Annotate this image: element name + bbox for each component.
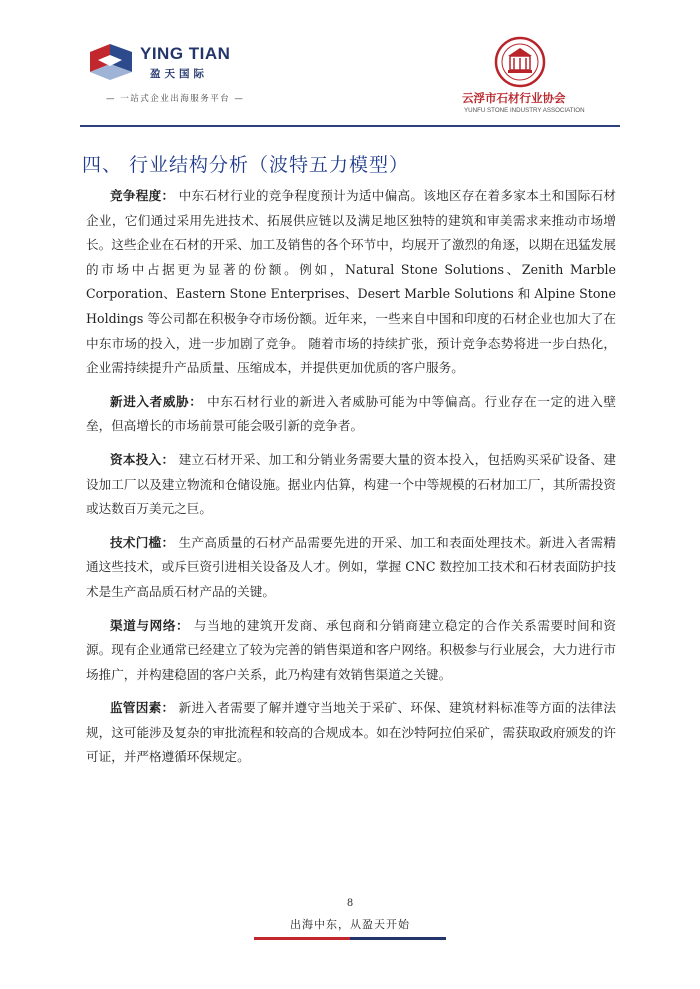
footer-divider-red bbox=[254, 937, 350, 940]
header-divider bbox=[80, 125, 620, 127]
page-number: 8 bbox=[346, 898, 354, 909]
term-technology: 技术门槛： bbox=[110, 534, 175, 550]
footer-divider bbox=[254, 937, 446, 940]
association-name-cn: 云浮市石材行业协会 bbox=[462, 91, 566, 105]
brand-name-cn: 盈天国际 bbox=[150, 68, 208, 80]
term-regulation: 监管因素： bbox=[110, 700, 175, 716]
brand-slogan: — 一站式企业出海服务平台 — bbox=[106, 94, 245, 104]
page-header bbox=[0, 0, 700, 128]
yingtian-mark-icon bbox=[88, 42, 134, 82]
paragraph-technology bbox=[86, 531, 616, 605]
yingtian-logo bbox=[88, 38, 258, 98]
term-competition: 竞争程度： bbox=[110, 188, 175, 203]
paragraph-text: 中东石材行业的竞争程度预计为适中偏高。该地区存在着多家本土和国际石材企业，它们通过采用先进技术、拓展供应链以及满足地区独特的建筑和审美需求来推动市场增长。这些企业在石材的开采、加工及销售的各个环节中，均展开了激烈的角逐，以期在迅猛发展的市场中占据更为显著的份额。例如，Natural Stone Solutions、Zenith Marble Corporation、Eastern Stone Enterprises、Desert Marble Solutions 和 Alpine Stone Holdings 等公司都在积极争夺市场份额。近年来，一些来自中国和印度的石材企业也加大了在中东市场的投入，进一步加剧了竞争。 随着市场的持续扩张，预计竞争态势将进一步白热化，企业需持续提升产品质量、压缩成本，并提供更加优质的客户服务。 bbox=[86, 188, 616, 376]
term-new-entrants: 新进入者威胁： bbox=[110, 393, 203, 409]
paragraph-new-entrants bbox=[86, 390, 616, 439]
footer-divider-blue bbox=[350, 937, 446, 940]
paragraph-competition bbox=[86, 184, 616, 381]
paragraph-capital bbox=[86, 448, 616, 522]
term-capital: 资本投入： bbox=[110, 451, 175, 467]
paragraph-text: 与当地的建筑开发商、承包商和分销商建立稳定的合作关系需要时间和资源。现有企业通常已经建立了较为完善的销售渠道和客户网络。积极参与行业展会，大力进行市场推广，并构建稳固的客户关系，此乃构建有效销售渠道之关键。 bbox=[86, 617, 616, 682]
association-seal-icon bbox=[494, 36, 546, 88]
paragraph-channels bbox=[86, 614, 616, 688]
section-title: 四、 行业结构分析（波特五力模型） bbox=[82, 154, 410, 176]
paragraph-text: 中东石材行业的新进入者威胁可能为中等偏高。行业存在一定的进入壁垒，但高增长的市场前景可能会吸引新的竞争者。 bbox=[86, 393, 617, 434]
association-logo bbox=[462, 36, 622, 118]
footer-slogan: 出海中东，从盈天开始 bbox=[290, 918, 410, 931]
paragraph-text: 新进入者需要了解并遵守当地关于采矿、环保、建筑材料标准等方面的法律法规，这可能涉及复杂的审批流程和较高的合规成本。如在沙特阿拉伯采矿，需获取政府颁发的许可证，并严格遵循环保规定。 bbox=[86, 700, 616, 765]
brand-name-en: YING TIAN bbox=[140, 44, 231, 63]
term-channels: 渠道与网络： bbox=[110, 617, 190, 633]
paragraph-text: 生产高质量的石材产品需要先进的开采、加工和表面处理技术。新进入者需精通这些技术，或斥巨资引进相关设备及人才。例如，掌握 CNC 数控加工技术和石材表面防护技术是生产高品质石材产品的关键。 bbox=[86, 534, 616, 599]
paragraph-regulation bbox=[86, 696, 616, 770]
paragraph-text: 建立石材开采、加工和分销业务需要大量的资本投入，包括购买采矿设备、建设加工厂以及建立物流和仓储设施。据业内估算，构建一个中等规模的石材加工厂，其所需投资或达数百万美元之巨。 bbox=[86, 451, 616, 517]
body-content bbox=[86, 184, 616, 779]
association-name-en: YUNFU STONE INDUSTRY ASSOCIATION bbox=[464, 107, 585, 114]
